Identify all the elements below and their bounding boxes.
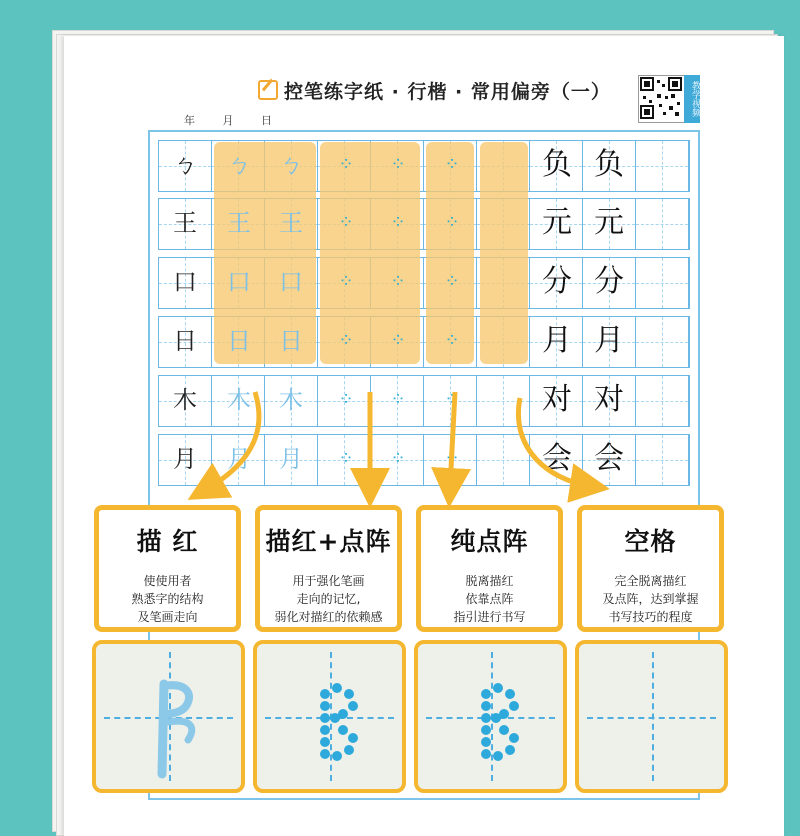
dot-pattern: ⁘ bbox=[444, 389, 458, 410]
model-radical: 口 bbox=[173, 268, 197, 296]
year-label: 年 bbox=[184, 114, 195, 127]
example-character: 负 bbox=[542, 147, 572, 182]
card-blank bbox=[577, 505, 724, 632]
guide-dot bbox=[505, 689, 515, 699]
trace-radical: 日 bbox=[227, 327, 251, 355]
guide-dot bbox=[509, 733, 519, 743]
dot-pattern bbox=[257, 644, 402, 789]
dot-pattern: ⁘ bbox=[444, 330, 458, 351]
desc-line: 书写技巧的程度 bbox=[608, 610, 693, 624]
guide-dot bbox=[505, 745, 515, 755]
dot-pattern: ⁘ bbox=[390, 389, 404, 410]
card-title: 空格 bbox=[624, 527, 677, 556]
dot-pattern: ⁘ bbox=[338, 212, 352, 233]
demo-trace-cell bbox=[92, 640, 245, 793]
dot-pattern: ⁘ bbox=[390, 448, 404, 469]
dot-pattern: ⁘ bbox=[390, 212, 404, 233]
trace-radical: 口 bbox=[227, 268, 251, 296]
card-title: 纯点阵 bbox=[450, 527, 529, 556]
guide-dot bbox=[499, 725, 509, 735]
demo-dots-cell bbox=[414, 640, 567, 793]
guide-dot bbox=[320, 725, 330, 735]
dot-pattern: ⁘ bbox=[444, 271, 458, 292]
trace-radical: 木 bbox=[227, 386, 251, 414]
guide-dot bbox=[320, 713, 330, 723]
example-character: 会 bbox=[542, 441, 572, 476]
trace-radical: 月 bbox=[227, 445, 251, 473]
dot-pattern: ⁘ bbox=[444, 154, 458, 175]
dot-pattern: ⁘ bbox=[338, 271, 352, 292]
guide-dot bbox=[348, 701, 358, 711]
dot-pattern: ⁘ bbox=[444, 448, 458, 469]
dot-pattern: ⁘ bbox=[390, 271, 404, 292]
model-radical: 木 bbox=[173, 386, 197, 414]
guide-dot bbox=[332, 751, 342, 761]
card-trace-dots bbox=[255, 505, 402, 632]
guide-dot bbox=[493, 683, 503, 693]
guide-dot bbox=[338, 725, 348, 735]
model-radical: 月 bbox=[173, 445, 197, 473]
guide-dot bbox=[344, 689, 354, 699]
example-character: 分 bbox=[594, 264, 624, 299]
dot-pattern: ⁘ bbox=[338, 330, 352, 351]
page-title: 控笔练字纸 · 行楷 · 常用偏旁（一） bbox=[258, 77, 611, 104]
example-character: 会 bbox=[594, 441, 624, 476]
trace-radical: 日 bbox=[279, 327, 303, 355]
example-character: 元 bbox=[542, 205, 572, 240]
arrow-to-dot-card bbox=[450, 392, 455, 488]
example-character: 月 bbox=[594, 323, 624, 358]
card-title: 描 红 bbox=[136, 527, 199, 556]
guide-dot bbox=[320, 701, 330, 711]
card-description bbox=[582, 572, 719, 626]
guide-dot bbox=[481, 701, 491, 711]
guide-dot bbox=[320, 689, 330, 699]
trace-radical: 王 bbox=[279, 209, 303, 237]
demo-blank-cell bbox=[575, 640, 728, 793]
example-character: 负 bbox=[594, 147, 624, 182]
card-dots bbox=[416, 505, 563, 632]
trace-stroke bbox=[96, 644, 241, 789]
example-character: 分 bbox=[542, 264, 572, 299]
example-character: 对 bbox=[594, 382, 624, 417]
desc-line: 依靠点阵 bbox=[465, 592, 514, 606]
dot-pattern: ⁘ bbox=[338, 389, 352, 410]
guide-dot bbox=[330, 713, 340, 723]
trace-radical: ㄅ bbox=[279, 151, 303, 179]
month-label: 月 bbox=[222, 114, 234, 127]
guide-dot bbox=[481, 689, 491, 699]
trace-radical: 月 bbox=[279, 445, 303, 473]
guide-dot bbox=[481, 713, 491, 723]
day-label: 日 bbox=[261, 114, 272, 127]
model-radical: 王 bbox=[173, 209, 197, 237]
desc-line: 用于强化笔画 bbox=[292, 574, 365, 588]
video-label: 教学视频 bbox=[684, 75, 700, 123]
dot-pattern: ⁘ bbox=[390, 330, 404, 351]
card-description bbox=[260, 572, 397, 626]
guide-dot bbox=[320, 749, 330, 759]
guide-dot bbox=[481, 737, 491, 747]
guide-dot bbox=[481, 725, 491, 735]
arrow-to-blank-card bbox=[518, 398, 590, 486]
desc-line: 及笔画走向 bbox=[137, 610, 198, 624]
guide-dot bbox=[493, 751, 503, 761]
example-character: 元 bbox=[594, 205, 624, 240]
dot-pattern bbox=[418, 644, 563, 789]
dot-pattern: ⁘ bbox=[390, 154, 404, 175]
desc-line: 指引进行书写 bbox=[453, 610, 526, 624]
dot-pattern: ⁘ bbox=[338, 154, 352, 175]
desc-line: 走向的记忆, bbox=[296, 592, 361, 606]
dot-pattern: ⁘ bbox=[338, 448, 352, 469]
model-radical: 日 bbox=[173, 327, 197, 355]
desc-line: 熟悉字的结构 bbox=[131, 592, 204, 606]
guide-dot bbox=[491, 713, 501, 723]
desc-line: 使使用者 bbox=[143, 574, 192, 588]
guide-dot bbox=[481, 749, 491, 759]
trace-radical: 王 bbox=[227, 209, 251, 237]
guide-dot bbox=[332, 683, 342, 693]
card-trace bbox=[94, 505, 241, 632]
guide-dot bbox=[348, 733, 358, 743]
trace-radical: ㄅ bbox=[227, 151, 251, 179]
guide-dot bbox=[344, 745, 354, 755]
demo-trace-dots-cell bbox=[253, 640, 406, 793]
arrow-to-trace-card bbox=[205, 392, 259, 490]
desc-line: 脱离描红 bbox=[465, 574, 514, 588]
card-title: 描红+点阵 bbox=[265, 527, 392, 556]
desc-line: 完全脱离描红 bbox=[614, 574, 687, 588]
desc-line: 弱化对描红的依赖感 bbox=[274, 610, 383, 624]
guide-dot bbox=[509, 701, 519, 711]
card-description bbox=[421, 572, 558, 626]
desc-line: 及点阵，达到掌握 bbox=[602, 592, 699, 606]
trace-radical: 口 bbox=[279, 268, 303, 296]
dot-pattern: ⁘ bbox=[444, 212, 458, 233]
trace-radical: 木 bbox=[279, 386, 303, 414]
card-description bbox=[99, 572, 236, 626]
model-radical: ㄅ bbox=[173, 151, 197, 179]
example-character: 月 bbox=[542, 323, 572, 358]
guide-dot bbox=[320, 737, 330, 747]
example-character: 对 bbox=[542, 382, 572, 417]
